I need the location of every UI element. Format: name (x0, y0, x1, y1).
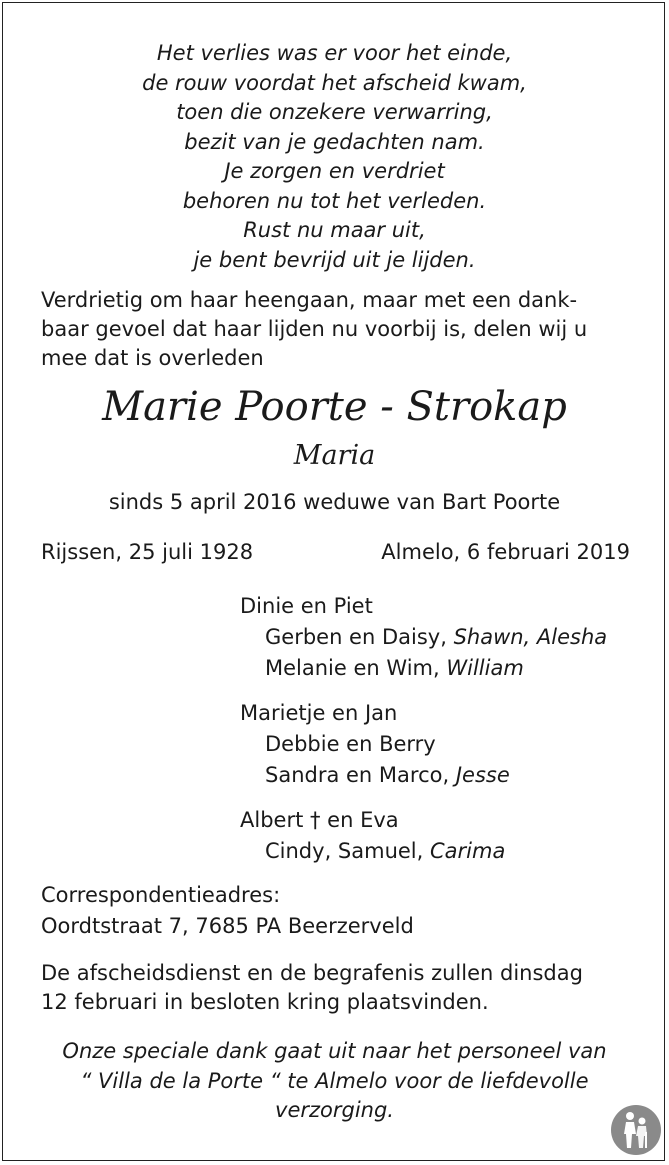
death-date: Almelo, 6 februari 2019 (381, 540, 630, 564)
family-head-partner: en Eva (320, 808, 399, 832)
grandchildren-names: Carima (430, 839, 506, 863)
member-names: Melanie en Wim, (265, 656, 447, 680)
thanks-line: “ Villa de la Porte “ te Almelo voor de liefdevolle (80, 1068, 589, 1093)
care-figures-icon (610, 1104, 662, 1156)
widow-note: sinds 5 april 2016 weduwe van Bart Poorte (108, 490, 561, 514)
family-head-name: Albert (240, 808, 310, 832)
poem-line: bezit van je gedachten nam. (184, 129, 485, 154)
intro-text (41, 286, 631, 373)
member-names: Sandra en Marco, (265, 763, 456, 787)
correspondence-address: Oordtstraat 7, 7685 PA Beerzerveld (41, 914, 414, 938)
family-member-line (240, 729, 607, 760)
service-notice (41, 959, 641, 1017)
intro-line: baar gevoel dat haar lijden nu voorbij is, delen wij u (41, 317, 588, 341)
birth-date: Rijssen, 25 juli 1928 (41, 540, 254, 564)
poem-line: behoren nu tot het verleden. (182, 188, 487, 213)
family-member-line (240, 653, 607, 684)
poem-line: toen die onzekere verwarring, (176, 100, 493, 124)
grandchildren-names: Shawn, Alesha (453, 625, 608, 649)
correspondence-label: Correspondentieadres: (41, 883, 281, 907)
family-head (240, 805, 607, 836)
family-member-line (240, 760, 607, 791)
service-line: De afscheidsdienst en de begrafenis zullen dinsdag (41, 961, 583, 985)
poem-line: de rouw voordat het afscheid kwam, (142, 70, 527, 95)
family-member-line (240, 836, 607, 867)
grandchildren-names: Jesse (455, 763, 510, 787)
member-names: Gerben en Daisy, (265, 625, 454, 649)
grandchildren-names: William (446, 656, 524, 680)
thanks-line: verzorging. (275, 1098, 394, 1122)
deceased-nickname: Maria (293, 440, 376, 471)
member-names: Debbie en Berry (265, 732, 436, 756)
family-head: Marietje en Jan (240, 701, 398, 725)
thanks-note (3, 1037, 666, 1126)
poem-line: Het verlies was er voor het einde, (156, 41, 513, 65)
family-group (240, 591, 607, 684)
intro-line: Verdrietig om haar heengaan, maar met een dank- (41, 288, 578, 312)
family-head: Dinie en Piet (240, 594, 373, 618)
service-line: 12 februari in besloten kring plaatsvinden. (41, 990, 489, 1014)
thanks-line: Onze speciale dank gaat uit naar het personeel van (62, 1039, 607, 1063)
family-member-line (240, 622, 607, 653)
poem (3, 39, 666, 275)
family-group (240, 698, 607, 791)
poem-line: Je zorgen en verdriet (224, 159, 445, 183)
obituary-card (2, 2, 665, 1161)
family-group (240, 805, 607, 867)
cross-icon: † (310, 808, 321, 832)
poem-line: je bent bevrijd uit je lijden. (193, 247, 476, 272)
deceased-name: Marie Poorte - Strokap (102, 384, 567, 430)
correspondence-block (41, 880, 414, 942)
family-list (240, 591, 607, 881)
poem-line: Rust nu maar uit, (243, 218, 426, 242)
member-names: Cindy, Samuel, (265, 839, 430, 863)
intro-line: mee dat is overleden (41, 346, 264, 370)
